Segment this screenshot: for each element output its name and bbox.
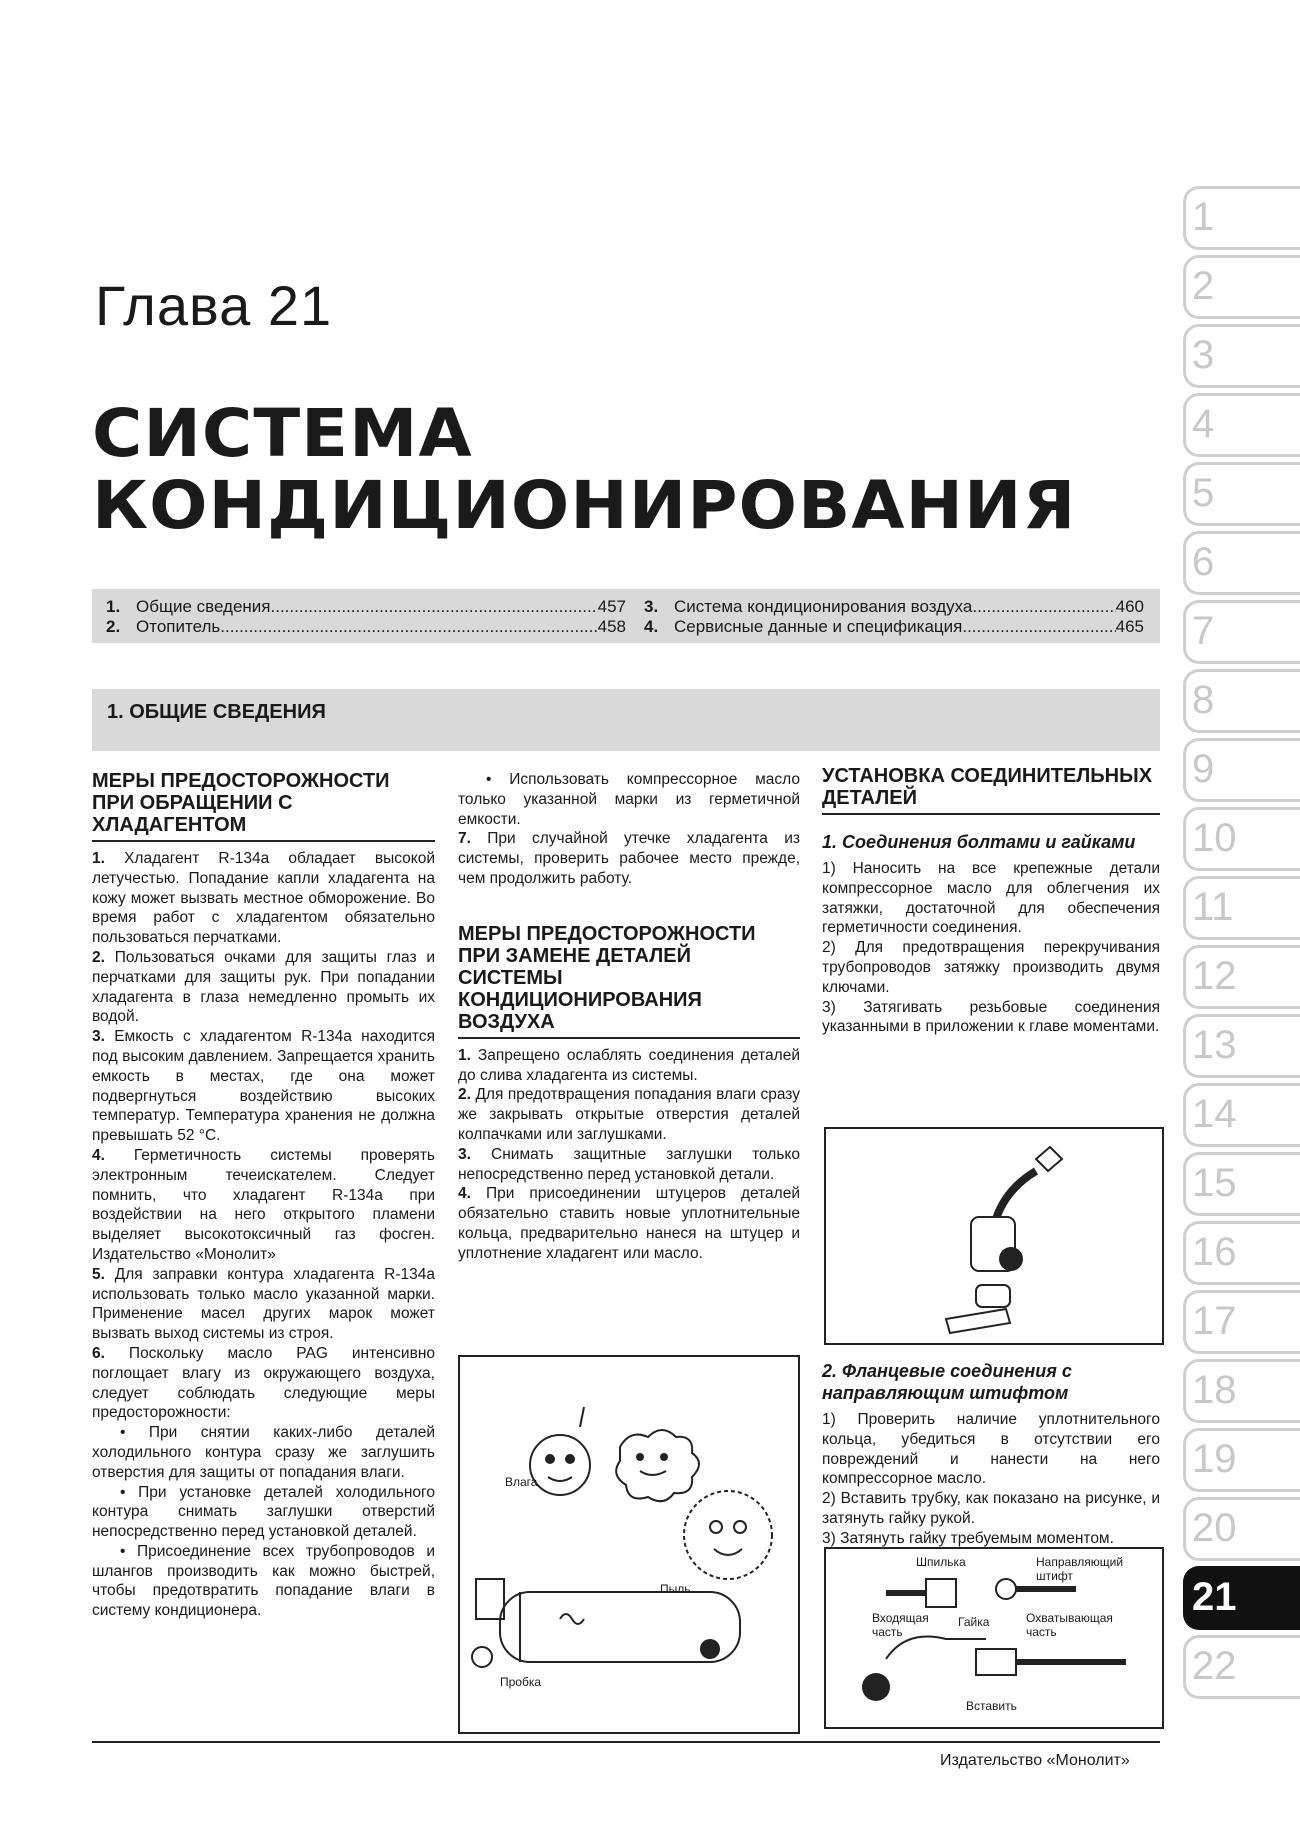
item-num: 4. <box>92 1146 105 1164</box>
list-item: 2) Вставить трубку, как показано на рисунке, и затянуть гайку рукой. <box>822 1490 1160 1527</box>
column-3-lower <box>822 1352 1160 1549</box>
list-item <box>92 1344 435 1423</box>
item-text: Пользоваться очками для защиты глаз и перчатками для защиты рук. При попадании хладагента в глаза немедленно промыть их водой. <box>92 948 435 1026</box>
bolt-nut-figure <box>824 1127 1164 1345</box>
list-item: 1) Проверить наличие уплотнительного кольца, убедиться в отсутствии его повреждений и нанести на него компрессорное масло. <box>822 1411 1160 1488</box>
item-text: Запрещено ослаблять соединения деталей до слива хладагента из системы. <box>458 1046 800 1084</box>
chapter-tab[interactable]: 10 <box>1183 807 1300 871</box>
chapter-label: Глава 21 <box>95 274 333 337</box>
chapter-title-line2: КОНДИЦИОНИРОВАНИЯ <box>92 467 1077 544</box>
list-item <box>458 1184 800 1263</box>
column-1 <box>92 770 435 1621</box>
toc-page: 458 <box>597 617 626 636</box>
chapter-tab[interactable]: 20 <box>1183 1497 1300 1561</box>
toc-num: 1. <box>106 597 121 616</box>
item-text: Для предотвращения попадания влаги сразу же закрывать открытые отверстия деталей колпачками или заглушками. <box>458 1086 800 1143</box>
section-title: 1. ОБЩИЕ СВЕДЕНИЯ <box>107 701 326 723</box>
chapter-tab[interactable]: 7 <box>1183 600 1300 664</box>
moisture-dust-figure <box>458 1355 800 1734</box>
item-text: При присоединении штуцеров деталей обязательно ставить новые уплотнительные кольца, предварительно нанеся на штуцер и уплотнение хладагент или масло. <box>458 1185 800 1262</box>
label-stud: Шпилька <box>916 1555 966 1569</box>
item-num: 1. <box>458 1046 471 1064</box>
toc-entry[interactable] <box>106 597 626 617</box>
chapter-title <box>92 395 1077 544</box>
item-num: 5. <box>92 1265 105 1283</box>
chapter-tab[interactable]: 14 <box>1183 1083 1300 1147</box>
label-outer: Охватывающая часть <box>1026 1611 1113 1639</box>
chapter-tab[interactable]: 18 <box>1183 1359 1300 1423</box>
label-dust: Пыль <box>660 1582 691 1596</box>
toc-page: 465 <box>1115 617 1144 636</box>
col2-heading: МЕРЫ ПРЕДОСТОРОЖНОСТИ ПРИ ЗАМЕНЕ ДЕТАЛЕЙ СИСТЕМЫ КОНДИЦИОНИРОВАНИЯ ВОЗДУХА <box>458 923 800 1039</box>
list-item <box>92 1027 435 1146</box>
label-inlet: Входящая часть <box>872 1611 929 1639</box>
bullet-item: • При снятии каких-либо деталей холодильного контура сразу же заглушить отверстия для защиты от попадания влаги. <box>92 1424 435 1481</box>
toc-title: Система кондиционирования воздуха <box>674 597 973 616</box>
nut-fitting-illustration <box>826 1129 1162 1343</box>
toc-num: 3. <box>644 597 659 616</box>
list-item <box>458 1085 800 1144</box>
item-num: 7. <box>458 830 471 848</box>
item-text: Поскольку масло PAG интенсивно поглощает влагу из окружающего воздуха, следует соблюдать следующие меры предосторожности: <box>92 1344 435 1422</box>
chapter-tab[interactable]: 22 <box>1183 1635 1300 1699</box>
toc-title: Сервисные данные и спецификация <box>674 617 963 636</box>
toc-dots <box>962 617 1115 637</box>
toc-page: 460 <box>1115 597 1144 616</box>
toc-num: 4. <box>644 617 659 636</box>
list-item: 3) Затягивать резьбовые соединения указанными в приложении к главе моментами. <box>822 998 1160 1036</box>
toc-entry[interactable] <box>106 617 626 637</box>
list-item <box>92 1146 435 1265</box>
col3-sub1: 1. Соединения болтами и гайками <box>822 832 1136 852</box>
chapter-tab[interactable]: 16 <box>1183 1221 1300 1285</box>
item-text: Снимать защитные заглушки только непосредственно перед установкой детали. <box>458 1145 800 1183</box>
chapter-tab[interactable]: 13 <box>1183 1014 1300 1078</box>
list-item <box>458 1046 800 1086</box>
bullet-item: • Присоединение всех трубопроводов и шлангов производить как можно быстрей, чтобы предотвратить попадание влаги в систему кондиционера. <box>92 1542 435 1620</box>
list-item: 3) Затянуть гайку требуемым моментом. <box>822 1529 1114 1547</box>
toc-dots <box>271 597 598 617</box>
label-insert: Вставить <box>966 1699 1017 1713</box>
chapter-tab[interactable]: 9 <box>1183 738 1300 802</box>
chapter-tab[interactable]: 6 <box>1183 531 1300 595</box>
item-num: 2. <box>458 1086 471 1104</box>
item-num: 6. <box>92 1344 105 1362</box>
toc-entry[interactable] <box>644 617 1144 637</box>
list-item <box>92 849 435 948</box>
list-item <box>92 948 435 1027</box>
list-item: 1) Наносить на все крепежные детали компрессорное масло для облегчения их затяжки, достаточной для обеспечения герметичности соединения. <box>822 860 1160 937</box>
table-of-contents <box>92 589 1160 643</box>
col1-heading: МЕРЫ ПРЕДОСТОРОЖНОСТИ ПРИ ОБРАЩЕНИИ С ХЛАДАГЕНТОМ <box>92 770 435 842</box>
footer-divider <box>92 1741 1160 1743</box>
chapter-tab[interactable]: 12 <box>1183 945 1300 1009</box>
item-text: Герметичность системы проверять электронным течеискателем. Следует помнить, что хладагент R-134a при воздействии на него открытого пламени выделяет высокотоксичный газ фосген. Издательство «Монолит» <box>92 1146 435 1263</box>
chapter-tab[interactable]: 15 <box>1183 1152 1300 1216</box>
item-num: 4. <box>458 1185 471 1203</box>
item-num: 1. <box>92 850 105 867</box>
item-text: Емкость с хладагентом R-134a находится под высоким давлением. Запрещается хранить емкость в местах, где она может подвергнуться воздействию высоких температур. Температура хранения не должна превышать 52 °C. <box>92 1028 435 1145</box>
toc-page: 457 <box>597 597 626 616</box>
footer-publisher: Издательство «Монолит» <box>940 1752 1130 1769</box>
list-item: 2) Для предотвращения перекручивания трубопроводов затяжку производить двумя ключами. <box>822 939 1160 996</box>
column-3 <box>822 765 1160 1037</box>
col3-heading: УСТАНОВКА СОЕДИНИТЕЛЬНЫХ ДЕТАЛЕЙ <box>822 765 1160 815</box>
col3-sub2: 2. Фланцевые соединения с направляющим штифтом <box>822 1361 1072 1403</box>
chapter-tab[interactable]: 17 <box>1183 1290 1300 1354</box>
label-guide-pin: Направляющий штифт <box>1036 1555 1124 1583</box>
toc-num: 2. <box>106 617 121 636</box>
list-item <box>458 829 800 888</box>
item-num: 3. <box>92 1028 105 1046</box>
toc-title: Общие сведения <box>136 597 271 616</box>
chapter-tab[interactable]: 8 <box>1183 669 1300 733</box>
section-bar <box>92 689 1160 751</box>
chapter-tab[interactable]: 11 <box>1183 876 1300 940</box>
toc-title: Отопитель <box>136 617 221 636</box>
item-text: Для заправки контура хладагента R-134a использовать только масло указанной марки. Применение масел других марок может вызвать выход системы из строя. <box>92 1265 436 1343</box>
bullet-item: • Использовать компрессорное масло только указанной марки из герметичной емкости. <box>458 771 800 828</box>
chapter-tab[interactable]: 4 <box>1183 393 1300 457</box>
chapter-tab[interactable]: 2 <box>1183 255 1300 319</box>
column-2 <box>458 770 800 1264</box>
bullet-item: • При установке деталей холодильного контура снимать заглушки отверстий непосредственно перед установкой деталей. <box>92 1483 435 1541</box>
toc-dots <box>220 617 597 637</box>
chapter-tab[interactable]: 3 <box>1183 324 1300 388</box>
list-item <box>458 1145 800 1185</box>
label-plug: Пробка <box>500 1675 542 1689</box>
label-moisture: Влага <box>505 1475 538 1489</box>
toc-dots <box>972 597 1115 617</box>
label-nut: Гайка <box>958 1615 990 1629</box>
item-num: 2. <box>92 948 105 966</box>
chapter-tab-active[interactable]: 21 <box>1183 1566 1300 1630</box>
item-num: 3. <box>458 1145 471 1163</box>
toc-entry[interactable] <box>644 597 1144 617</box>
chapter-tab[interactable]: 19 <box>1183 1428 1300 1492</box>
chapter-title-line1: СИСТЕМА <box>92 395 473 472</box>
chapter-tab[interactable]: 1 <box>1183 186 1300 250</box>
list-item <box>92 1265 435 1344</box>
item-text: Хладагент R-134a обладает высокой летучестью. Попадание капли хладагента на кожу может вызвать местное обморожение. Во время работ с хладагентом обязательно пользоваться перчатками. <box>92 850 435 947</box>
flange-connection-figure <box>824 1547 1164 1729</box>
chapter-tab[interactable]: 5 <box>1183 462 1300 526</box>
item-text: При случайной утечке хладагента из системы, проверить рабочее место прежде, чем продолжить работу. <box>458 830 800 887</box>
